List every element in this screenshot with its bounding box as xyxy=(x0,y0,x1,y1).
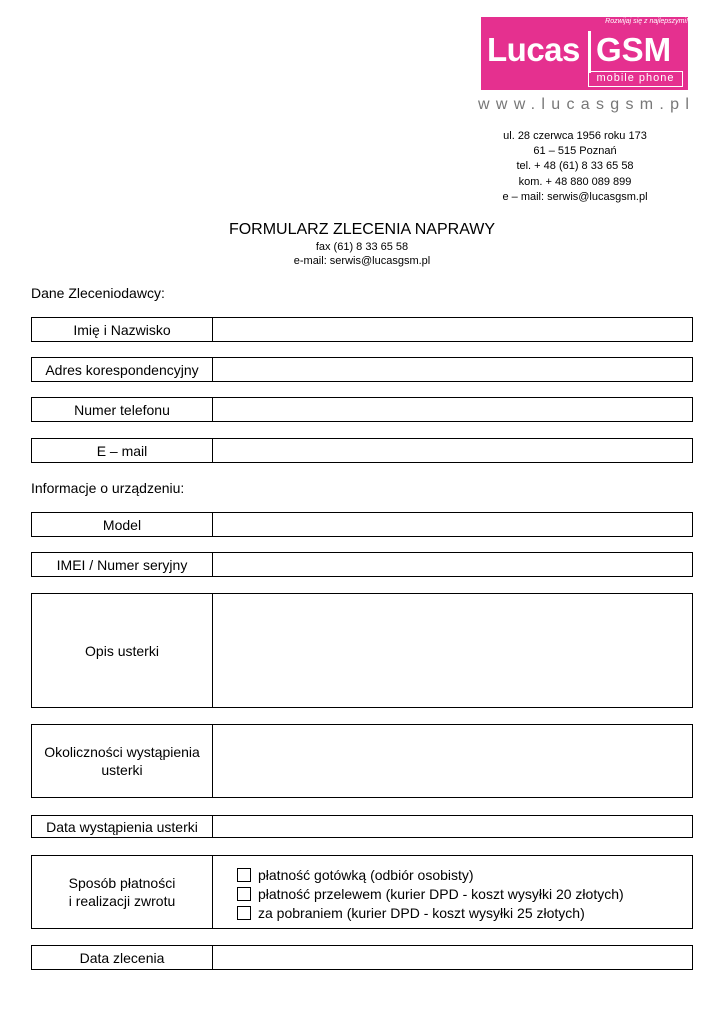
website-text: www.lucasgsm.pl xyxy=(478,96,696,113)
checkbox-cash[interactable] xyxy=(237,868,251,882)
label-name: Imię i Nazwisko xyxy=(32,318,213,341)
row-imei xyxy=(31,552,693,577)
order-date-field[interactable] xyxy=(213,946,692,969)
payment-option-transfer[interactable] xyxy=(237,885,692,903)
logo-subtitle: mobile phone xyxy=(596,72,675,84)
logo-divider xyxy=(588,31,591,73)
address-phone: tel. + 48 (61) 8 33 65 58 xyxy=(516,160,634,173)
row-address xyxy=(31,357,693,382)
row-name xyxy=(31,317,693,342)
label-phone: Numer telefonu xyxy=(32,398,213,421)
email-field[interactable] xyxy=(213,439,692,462)
payment-option-cod[interactable] xyxy=(237,904,692,922)
logo-brand-gsm: GSM xyxy=(596,31,672,68)
address-email: e – mail: serwis@lucasgsm.pl xyxy=(502,190,648,203)
fault-date-field[interactable] xyxy=(213,816,692,837)
form-email: e-mail: serwis@lucasgsm.pl xyxy=(293,255,431,267)
label-imei: IMEI / Numer seryjny xyxy=(32,553,213,576)
row-order-date xyxy=(31,945,693,970)
row-email xyxy=(31,438,693,463)
form-title: FORMULARZ ZLECENIA NAPRAWY xyxy=(228,221,496,238)
section-client-heading: Dane Zleceniodawcy: xyxy=(31,285,165,301)
row-payment-method xyxy=(31,855,693,929)
row-fault-description xyxy=(31,593,693,708)
payment-option-cash-label: płatność gotówką (odbiór osobisty) xyxy=(258,867,474,883)
label-address: Adres korespondencyjny xyxy=(32,358,213,381)
address-city: 61 – 515 Poznań xyxy=(533,145,617,158)
imei-field[interactable] xyxy=(213,553,692,576)
row-model xyxy=(31,512,693,537)
label-order-date: Data zlecenia xyxy=(32,946,213,969)
logo-brand-lucas: Lucas xyxy=(487,31,580,68)
payment-option-cod-label: za pobraniem (kurier DPD - koszt wysyłki 25 złotych) xyxy=(258,905,585,921)
row-fault-circumstances xyxy=(31,724,693,798)
label-fault-date: Data wystąpienia usterki xyxy=(32,816,213,837)
address-field[interactable] xyxy=(213,358,692,381)
address-mobile: kom. + 48 880 089 899 xyxy=(518,175,632,188)
model-field[interactable] xyxy=(213,513,692,536)
payment-options xyxy=(213,856,692,928)
address-street: ul. 28 czerwca 1956 roku 173 xyxy=(503,130,647,142)
form-fax: fax (61) 8 33 65 58 xyxy=(315,241,409,253)
fault-description-field[interactable] xyxy=(213,594,692,707)
label-payment-method: Sposób płatności i realizacji zwrotu xyxy=(32,856,213,928)
company-address xyxy=(440,129,710,205)
label-email: E – mail xyxy=(32,439,213,462)
row-fault-date xyxy=(31,815,693,838)
row-phone xyxy=(31,397,693,422)
label-fault-description: Opis usterki xyxy=(32,594,213,707)
phone-field[interactable] xyxy=(213,398,692,421)
label-fault-circumstances: Okoliczności wystąpienia usterki xyxy=(32,725,213,797)
name-field[interactable] xyxy=(213,318,692,341)
section-device-heading: Informacje o urządzeniu: xyxy=(31,480,185,496)
payment-option-cash[interactable] xyxy=(237,866,692,884)
label-model: Model xyxy=(32,513,213,536)
payment-option-transfer-label: płatność przelewem (kurier DPD - koszt wysyłki 20 złotych) xyxy=(258,886,624,902)
logo-tagline: Rozwijaj się z najlepszymi! xyxy=(605,18,688,25)
fault-circumstances-field[interactable] xyxy=(213,725,692,797)
checkbox-cod[interactable] xyxy=(237,906,251,920)
checkbox-transfer[interactable] xyxy=(237,887,251,901)
